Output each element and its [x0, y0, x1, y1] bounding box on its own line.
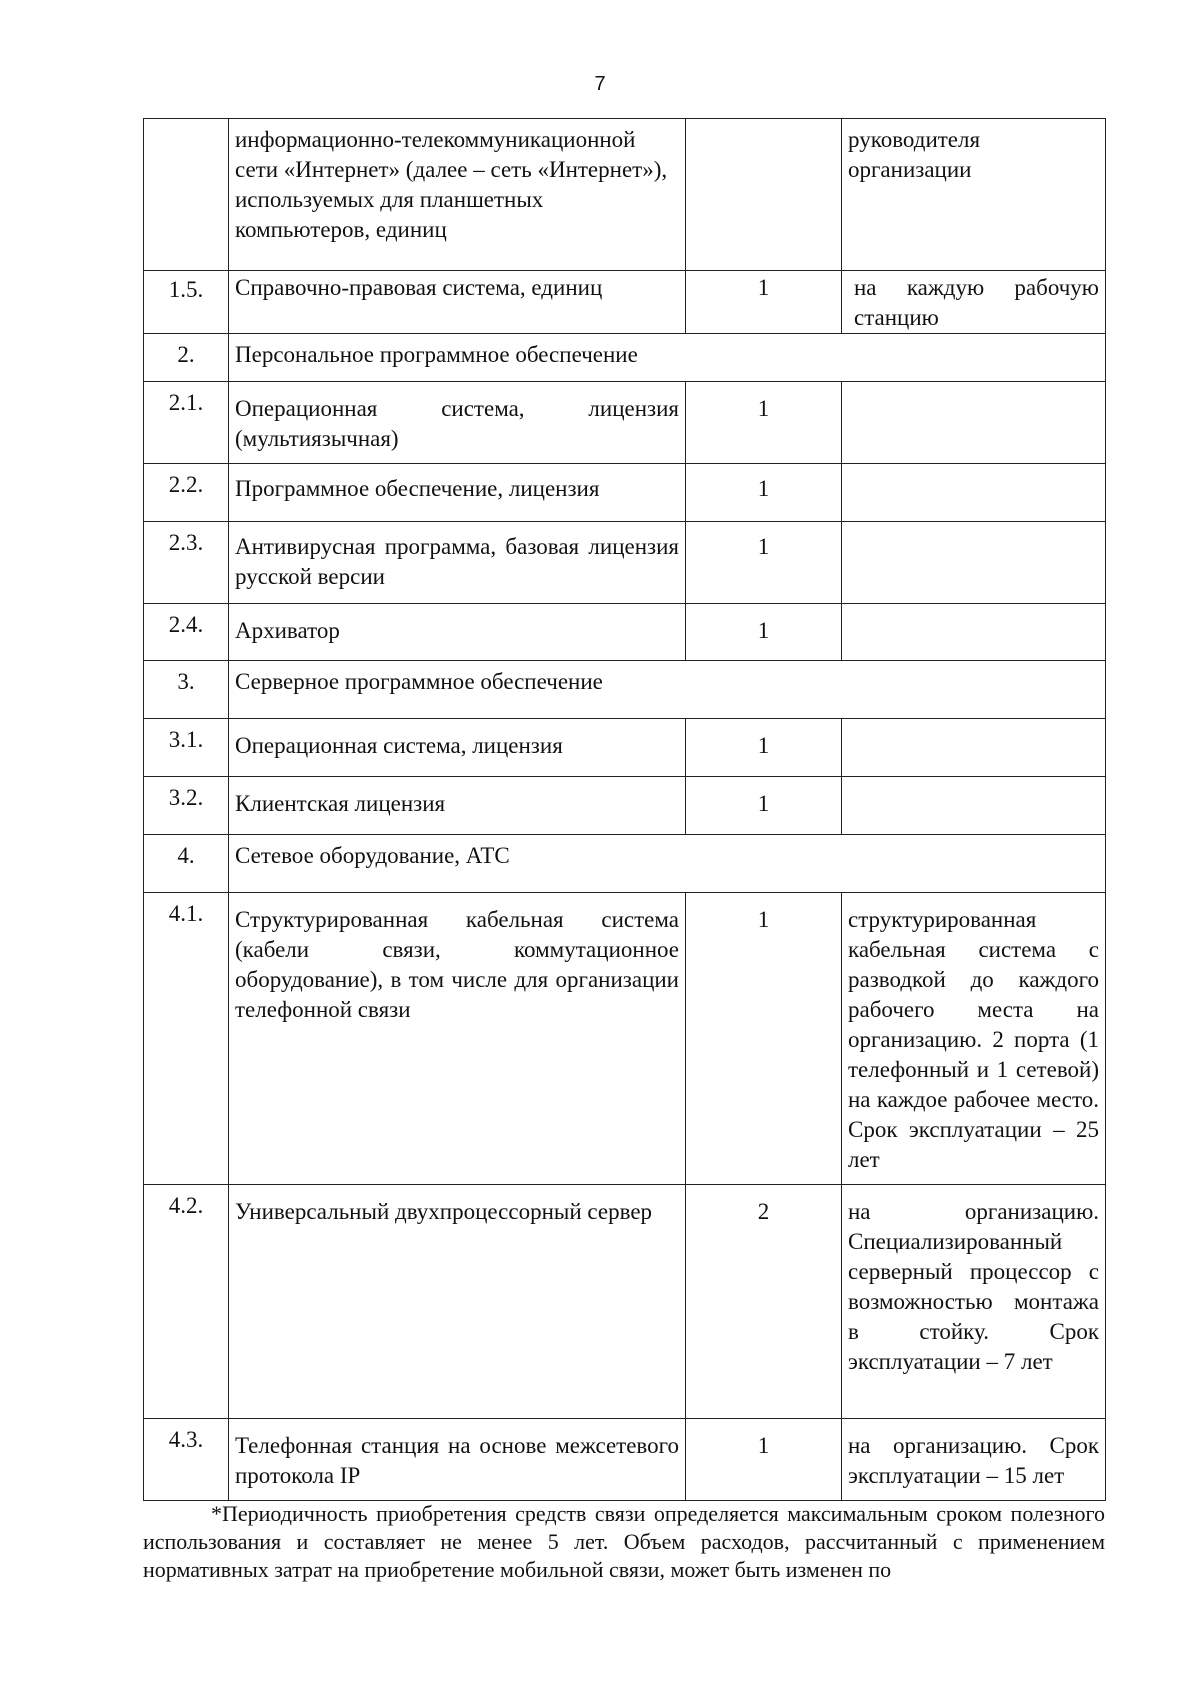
row-name: информационно-телекоммуникационной сети «Интернет» (далее – сеть «Интернет»), используемых для планшетных компьютеров, единиц	[229, 119, 686, 271]
row-number	[144, 119, 229, 271]
row-number: 2.4.	[144, 604, 229, 661]
table-row	[144, 119, 1106, 271]
row-note: руководителя организации	[842, 119, 1106, 271]
row-quantity: 1	[686, 719, 842, 777]
section-row	[144, 334, 1106, 382]
row-name: Операционная система, лицензия	[229, 719, 686, 777]
table-row	[144, 1185, 1106, 1419]
row-quantity: 1	[686, 1419, 842, 1501]
row-number: 3.1.	[144, 719, 229, 777]
row-note: на каждую рабочую станцию	[842, 271, 1106, 334]
footnote-text: *Периодичность приобретения средств связи определяется максимальным сроком полезного использования и составляет не менее 5 лет. Объем расходов, рассчитанный с применением нормативных затрат на приобретение мобильной связи, может быть изменен по	[143, 1501, 1105, 1582]
row-note	[842, 604, 1106, 661]
footnote	[143, 1500, 1105, 1584]
row-number: 3.2.	[144, 777, 229, 835]
row-quantity	[686, 119, 842, 271]
row-quantity: 1	[686, 604, 842, 661]
table-row	[144, 464, 1106, 522]
row-note	[842, 464, 1106, 522]
row-note	[842, 522, 1106, 604]
row-number: 4.2.	[144, 1185, 229, 1419]
row-name: Справочно-правовая система, единиц	[229, 271, 686, 334]
row-name: Архиватор	[229, 604, 686, 661]
section-number: 3.	[144, 661, 229, 719]
row-note	[842, 777, 1106, 835]
table-row	[144, 604, 1106, 661]
row-quantity: 1	[686, 522, 842, 604]
row-name: Клиентская лицензия	[229, 777, 686, 835]
table-row	[144, 777, 1106, 835]
table-row	[144, 719, 1106, 777]
row-name: Структурированная кабельная система (кабели связи, коммутационное оборудование), в том числе для организации телефонной связи	[229, 893, 686, 1185]
row-quantity: 1	[686, 271, 842, 334]
section-row	[144, 835, 1106, 893]
row-name: Антивирусная программа, базовая лицензия русской версии	[229, 522, 686, 604]
section-title: Персональное программное обеспечение	[229, 334, 1106, 382]
norms-table	[143, 118, 1106, 1501]
row-quantity: 1	[686, 777, 842, 835]
row-name: Программное обеспечение, лицензия	[229, 464, 686, 522]
row-note: на организацию. Специализированный серверный процессор с возможностью монтажа в стойку. Срок эксплуатации – 7 лет	[842, 1185, 1106, 1419]
row-note	[842, 719, 1106, 777]
row-name: Операционная система, лицензия (мультиязычная)	[229, 382, 686, 464]
section-number: 2.	[144, 334, 229, 382]
row-number: 4.1.	[144, 893, 229, 1185]
row-quantity: 1	[686, 464, 842, 522]
section-title: Серверное программное обеспечение	[229, 661, 1106, 719]
row-number: 1.5.	[144, 271, 229, 334]
row-note: на организацию. Срок эксплуатации – 15 лет	[842, 1419, 1106, 1501]
row-quantity: 1	[686, 382, 842, 464]
row-number: 2.2.	[144, 464, 229, 522]
row-number: 2.3.	[144, 522, 229, 604]
row-quantity: 1	[686, 893, 842, 1185]
row-number: 4.3.	[144, 1419, 229, 1501]
row-name: Универсальный двухпроцессорный сервер	[229, 1185, 686, 1419]
page-number: 7	[594, 73, 606, 95]
row-note: структурированная кабельная система с разводкой до каждого рабочего места на организацию. 2 порта (1 телефонный и 1 сетевой) на каждое рабочее место. Срок эксплуатации – 25 лет	[842, 893, 1106, 1185]
section-title: Сетевое оборудование, АТС	[229, 835, 1106, 893]
row-number: 2.1.	[144, 382, 229, 464]
section-number: 4.	[144, 835, 229, 893]
row-name: Телефонная станция на основе межсетевого протокола IP	[229, 1419, 686, 1501]
table-row	[144, 271, 1106, 334]
table-row	[144, 522, 1106, 604]
table-row	[144, 382, 1106, 464]
row-quantity: 2	[686, 1185, 842, 1419]
row-note	[842, 382, 1106, 464]
table-row	[144, 893, 1106, 1185]
section-row	[144, 661, 1106, 719]
table-row	[144, 1419, 1106, 1501]
